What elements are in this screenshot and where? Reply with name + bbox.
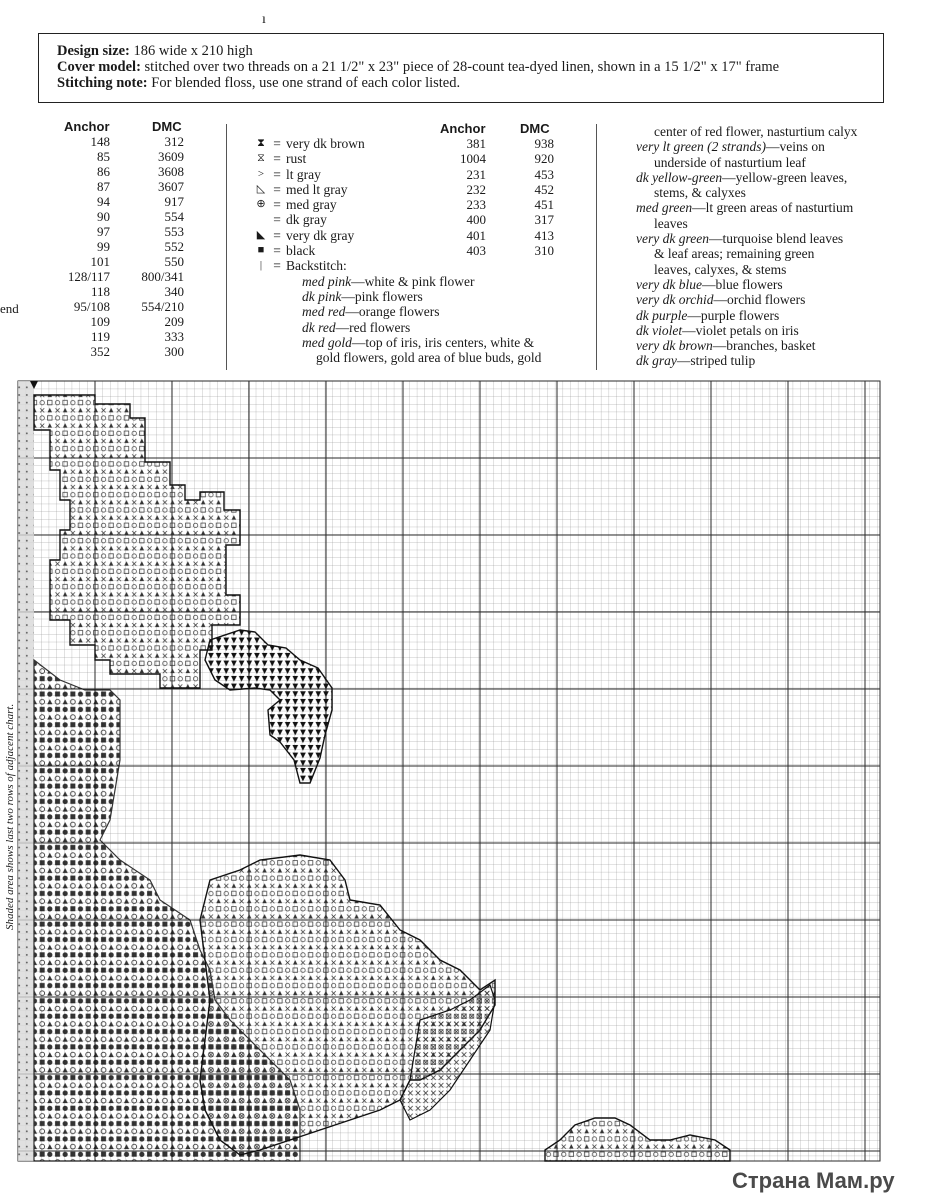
dmc-number: 3609 [158,149,184,164]
equals-sign: = [273,258,281,274]
design-size-label: Design size: [57,43,130,59]
stitching-note-label: Stitching note: [57,75,148,91]
note-color: dk purple [636,307,688,323]
legend-dmc-number: 317 [534,212,554,228]
anchor-number: 101 [90,254,110,269]
equals-sign: = [273,227,281,243]
dmc-number: 550 [164,254,184,269]
legend-label: lt gray [286,166,321,182]
legend-label: med lt gray [286,181,348,197]
cover-model-value: stitched over two threads on a 21 1/2" x 23" piece of 28-count tea-dyed linen, shown in a 15 1/2" x 17" frame [144,59,780,75]
legend-anchor-number: 401 [466,227,486,243]
legend-label: med gray [286,197,337,213]
anchor-number: 119 [90,329,110,344]
anchor-number: 90 [97,209,110,224]
note-desc: —striped tulip [676,353,756,369]
legend-label: Backstitch: [286,258,347,274]
legend-anchor-number: 403 [466,243,486,259]
backstitch-desc: —red flowers [335,319,411,335]
note-color: very dk orchid [636,292,714,308]
dmc-number: 917 [164,194,184,209]
note-desc: —yellow-green leaves, [722,169,848,185]
dmc-number: 333 [164,329,184,344]
note-continuation: leaves [654,215,688,231]
note-desc: —blue flowers [701,276,783,292]
square-filled-icon: ■ [257,244,265,257]
legend-label: dk gray [286,212,327,228]
legend-dmc-header: DMC [520,121,550,136]
anchor-number: 128/117 [67,269,110,284]
note-color: very dk blue [636,276,702,292]
note-continuation: stems, & calyxes [654,185,746,201]
note-continuation: leaves, calyxes, & stems [654,261,787,277]
legend-anchor-number: 233 [466,197,486,213]
dmc-number: 209 [164,314,184,329]
backstitch-color: dk pink [302,288,342,304]
equals-sign: = [273,166,281,182]
equals-sign: = [273,181,281,197]
equals-sign: = [273,243,281,259]
anchor-number: 85 [97,149,110,164]
note-desc: —orchid flowers [713,292,806,308]
backstitch-color: med pink [302,273,352,289]
anchor-number: 118 [90,284,110,299]
equals-sign: = [273,151,281,167]
dmc-number: 800/341 [141,269,184,284]
design-size-value: 186 wide x 210 high [133,43,253,59]
legend-anchor-number: 381 [466,136,486,151]
dmc-number: 554/210 [141,299,184,314]
cover-model-label: Cover model: [57,59,141,75]
dmc-number: 300 [164,344,184,359]
legend-label: rust [286,151,307,167]
dmc-number: 312 [164,134,184,149]
dmc-number: 553 [164,224,184,239]
stitching-note-value: For blended floss, use one strand of each color listed. [151,75,461,91]
legend-anchor-header: Anchor [440,121,486,136]
note-color: dk yellow-green [636,169,723,185]
note-color: very dk green [636,231,709,247]
left-dmc-header: DMC [152,119,182,134]
left-anchor-header: Anchor [64,119,110,134]
circle-cross-icon: ⊕ [256,198,266,211]
note-color: med green [636,200,693,216]
note-desc: —purple flowers [687,307,780,323]
dmc-number: 554 [164,209,184,224]
backstitch-color: med gold [302,334,352,350]
note-color: very dk brown [636,338,713,354]
note-desc: —violet petals on iris [682,322,799,338]
dmc-number: 3608 [158,164,184,179]
anchor-number: 95/108 [73,299,110,314]
legend-anchor-number: 231 [466,166,486,182]
note-continuation: underside of nasturtium leaf [654,154,806,170]
equals-sign: = [273,197,281,213]
note-color: dk violet [636,322,683,338]
dmc-number: 3607 [158,179,184,194]
note-color: very lt green (2 strands) [636,139,766,155]
backstitch-desc: —white & pink flower [351,273,475,289]
equals-sign: = [273,136,281,151]
anchor-number: 109 [90,314,110,329]
legend-dmc-number: 452 [534,181,554,197]
note-desc: —turquoise blend leaves [708,231,844,247]
backstitch-continued: gold flowers, gold area of blue buds, gold [316,350,542,366]
triangle-filled-icon: ◣ [256,228,266,241]
anchor-number: 97 [97,224,110,239]
anchor-number: 87 [97,179,110,194]
note-desc: —lt green areas of nasturtium [692,200,854,216]
triangle-outline-icon: ◺ [256,182,266,195]
equals-sign: = [273,212,281,228]
backstitch-color: med red [302,304,346,320]
legend-label: black [286,243,316,259]
legend-anchor-number: 400 [466,212,486,228]
anchor-number: 99 [97,239,110,254]
legend-label: very dk brown [286,136,365,151]
note-color: dk gray [636,353,677,369]
note-desc: —branches, basket [712,338,816,354]
vertical-bar-icon: | [259,259,263,272]
greater-than-icon: > [257,167,265,180]
note-desc: —veins on [765,139,825,155]
backstitch-desc: —top of iris, iris centers, white & [351,334,535,350]
legend-dmc-number: 451 [534,197,554,213]
dmc-number: 340 [164,284,184,299]
backstitch-desc: —orange flowers [345,304,440,320]
anchor-number: 148 [90,134,110,149]
watermark-text: Страна Мам.ру [728,1168,899,1194]
hourglass-box-icon: ⧖ [257,152,265,165]
legend-anchor-number: 232 [466,181,486,197]
shaded-area-note: Shaded area shows last two rows of adjacent chart. [4,703,16,930]
notes-continued-line: center of red flower, nasturtium calyx [654,124,858,139]
legend-label: very dk gray [286,227,355,243]
hourglass-filled-icon: ⧗ [257,137,265,149]
legend-dmc-number: 938 [534,136,554,151]
corner-mark: ı [262,12,266,27]
backstitch-desc: —pink flowers [341,288,423,304]
legend-dmc-number: 920 [534,151,554,167]
note-continuation: & leaf areas; remaining green [654,246,815,262]
clipped-legend-word: end [0,301,19,316]
legend-anchor-number: 1004 [460,151,486,167]
backstitch-color: dk red [302,319,336,335]
anchor-number: 352 [90,344,110,359]
legend-dmc-number: 453 [534,166,554,182]
legend-dmc-number: 310 [534,243,554,259]
shaded-symbols [18,381,34,1161]
anchor-number: 86 [97,164,110,179]
dmc-number: 552 [164,239,184,254]
legend-dmc-number: 413 [534,227,554,243]
anchor-number: 94 [97,194,110,209]
